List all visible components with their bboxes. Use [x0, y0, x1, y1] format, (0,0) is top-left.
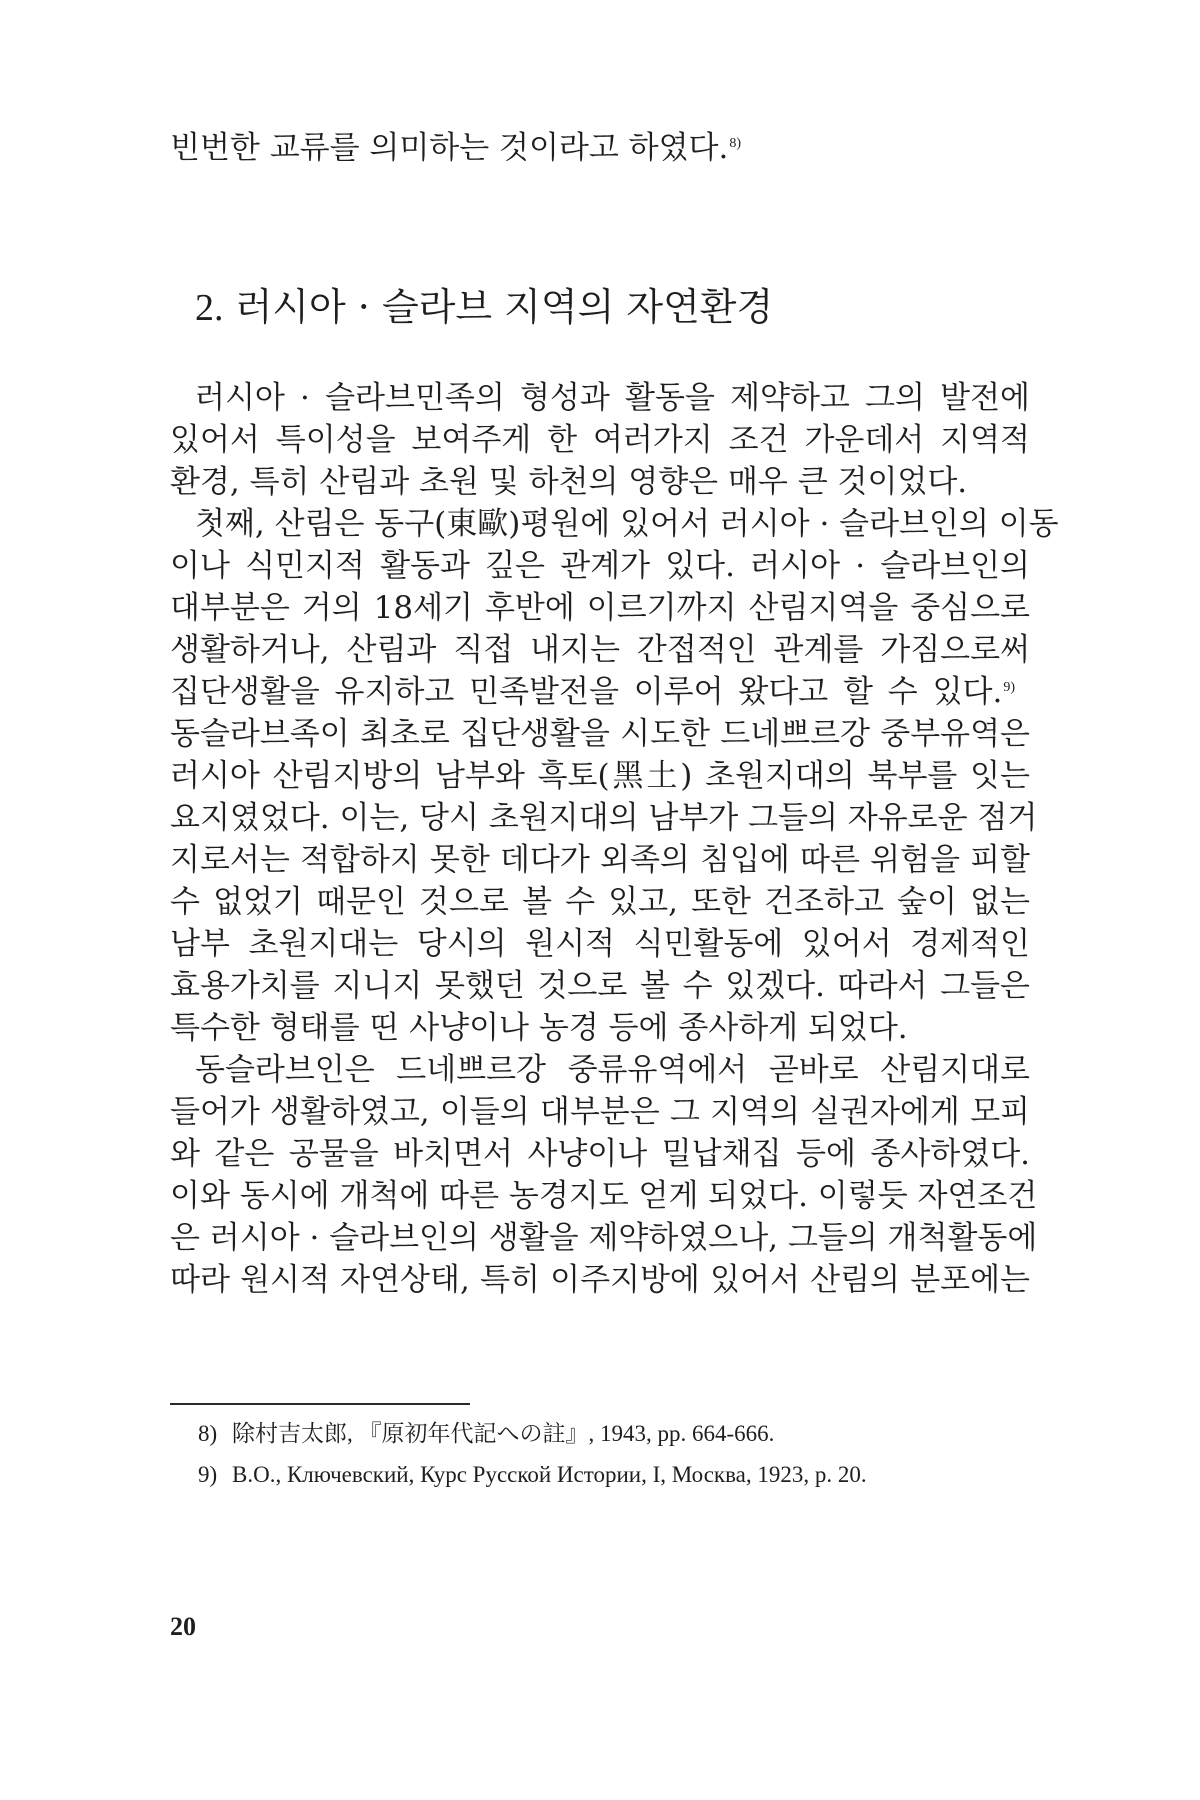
opening-line — [170, 128, 1030, 168]
footnote-text: 除村吉太郎, 『原初年代記への註』, 1943, pp. 664-666. — [232, 1421, 775, 1446]
footnote-9 — [198, 1460, 1038, 1490]
footnote-rule — [170, 1403, 470, 1405]
body-line: 특수한 형태를 띤 사냥이나 농경 등에 종사하게 되었다. — [170, 1010, 908, 1046]
footnote-ref-8: 8) — [729, 136, 742, 151]
body-line: 지로서는 적합하지 못한 데다가 외족의 침입에 따른 위험을 피할 — [170, 842, 1030, 878]
section-number: 2. — [195, 287, 224, 329]
body-line: 대부분은 거의 18세기 후반에 이르기까지 산림지역을 중심으로 — [170, 590, 1030, 626]
footnote-ref-9: 9) — [1003, 680, 1015, 695]
body-line: 러시아 산림지방의 남부와 흑토(黑土) 초원지대의 북부를 잇는 — [170, 758, 1030, 794]
body-line — [170, 672, 1015, 712]
footnote-label: 8) — [198, 1421, 218, 1446]
opening-line-text: 빈번한 교류를 의미하는 것이라고 하였다. — [170, 130, 729, 166]
section-heading — [195, 283, 773, 332]
body-line: 생활하거나, 산림과 직접 내지는 간접적인 관계를 가짐으로써 — [170, 632, 1030, 668]
body-line: 동슬라브인은 드네쁘르강 중류유역에서 곧바로 산림지대로 — [195, 1052, 1030, 1088]
body-line: 동슬라브족이 최초로 집단생활을 시도한 드네쁘르강 중부유역은 — [170, 716, 1030, 752]
body-line-text: 집단생활을 유지하고 민족발전을 이루어 왔다고 할 수 있다. — [170, 674, 1003, 710]
section-title: 러시아 · 슬라브 지역의 자연환경 — [235, 285, 774, 329]
page-number: 20 — [170, 1612, 196, 1641]
body-line: 이와 동시에 개척에 따른 농경지도 얻게 되었다. 이렇듯 자연조건 — [170, 1178, 1038, 1214]
footnote-label: 9) — [198, 1462, 218, 1487]
footnote-8 — [198, 1419, 1038, 1449]
body-line: 이나 식민지적 활동과 깊은 관계가 있다. 러시아 · 슬라브인의 — [170, 548, 1030, 584]
body-line: 첫째, 산림은 동구(東歐)평원에 있어서 러시아 · 슬라브인의 이동 — [195, 506, 1059, 542]
body-line: 러시아 · 슬라브민족의 형성과 활동을 제약하고 그의 발전에 — [195, 380, 1030, 416]
body-line: 와 같은 공물을 바치면서 사냥이나 밀납채집 등에 종사하였다. — [170, 1136, 1030, 1172]
body-line: 따라 원시적 자연상태, 특히 이주지방에 있어서 산림의 분포에는 — [170, 1262, 1030, 1298]
body-line: 환경, 특히 산림과 초원 및 하천의 영향은 매우 큰 것이었다. — [170, 464, 968, 500]
body-line: 수 없었기 때문인 것으로 볼 수 있고, 또한 건조하고 숲이 없는 — [170, 884, 1030, 920]
body-line: 있어서 특이성을 보여주게 한 여러가지 조건 가운데서 지역적 — [170, 422, 1030, 458]
footnote-text: B.O., Ключевский, Курс Русской Истории, I, Москва, 1923, p. 20. — [232, 1462, 867, 1487]
body-line: 은 러시아 · 슬라브인의 생활을 제약하였으나, 그들의 개척활동에 — [170, 1220, 1038, 1256]
body-line: 남부 초원지대는 당시의 원시적 식민활동에 있어서 경제적인 — [170, 926, 1030, 962]
body-line: 들어가 생활하였고, 이들의 대부분은 그 지역의 실권자에게 모피 — [170, 1094, 1030, 1130]
body-line: 요지였었다. 이는, 당시 초원지대의 남부가 그들의 자유로운 점거 — [170, 800, 1038, 836]
body-line: 효용가치를 지니지 못했던 것으로 볼 수 있겠다. 따라서 그들은 — [170, 968, 1030, 1004]
